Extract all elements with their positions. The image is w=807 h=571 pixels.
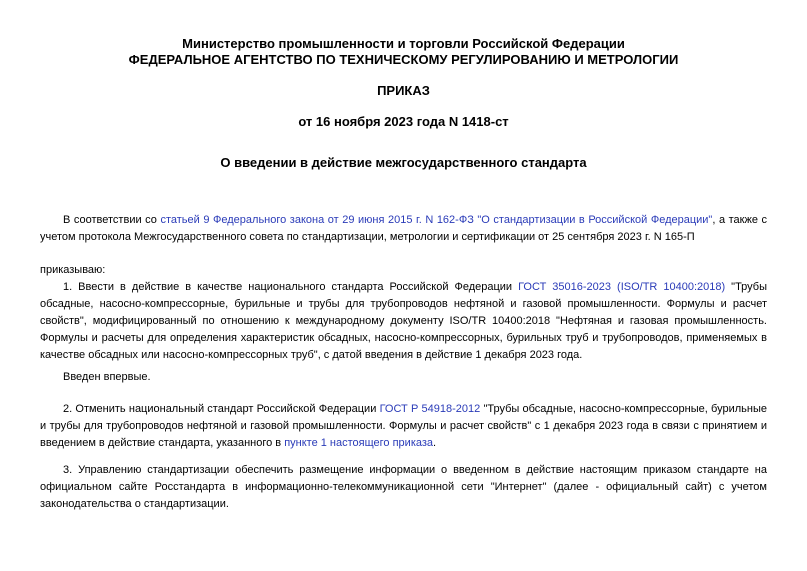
item-2-text-cont: "Трубы обсадные, насосно-компрессорные, бурильные и трубы для трубопроводов нефтяной и газовой промышленности. Формулы и расчет свойств" с 1 декабря 2023 года в связи с принятием и введением в действие стандарта, указанного в (40, 403, 767, 449)
preamble-text: В соответствии со (63, 214, 161, 226)
gost-r-54918-link[interactable]: ГОСТ Р 54918-2012 (379, 403, 481, 415)
document-title: О введении в действие межгосударственного стандарта (220, 155, 587, 170)
item-1-reference-link[interactable]: пункте 1 настоящего приказа (284, 437, 434, 449)
introduced-note-block (40, 369, 767, 386)
item-2-text: 2. Отменить национальный стандарт Российской Федерации (63, 403, 380, 415)
item-2-text-end: . (433, 437, 437, 449)
item-1-text-cont: "Трубы обсадные, насосно-компрессорные, бурильные и трубы для трубопроводов нефтяной и газовой промышленности. Формулы и расчет свойств", модифицированный по отношению к международному документу ISO/TR 10400:2018 "Нефтяная и газовая промышленность. Формулы и расчеты для определения характеристик обсадных, насосно-компрессорных, бурильных труб и трубопроводов, применяемых в качестве обсадных или насосно-компрессорных труб", с датой введения в действие 1 декабря 2023 года. (40, 281, 767, 361)
item-2-paragraph (40, 401, 767, 452)
federal-law-link[interactable]: статьей 9 Федерального закона от 29 июня 2015 г. N 162-ФЗ "О стандартизации в Российской Федерации" (160, 214, 713, 226)
ministry-name: Министерство промышленности и торговли Российской Федерации (182, 36, 625, 51)
item-3-paragraph: 3. Управлению стандартизации обеспечить размещение информации о введенном в действие настоящим приказом стандарте на официальном сайте Росстандарта в информационно-телекоммуникационной сети "Интернет" (далее - официальный сайт) с учетом законодательства о стандартизации. (40, 464, 767, 510)
order-section (40, 262, 767, 364)
order-word: приказываю: (40, 264, 106, 276)
preamble-text-cont: , а также с учетом протокола Межгосударственного совета по стандартизации, метрологии и сертификации от 25 сентября 2023 г. N 165-П (40, 214, 768, 243)
document-type: ПРИКАЗ (377, 83, 430, 98)
item-3-block (40, 462, 767, 513)
item-2-block (40, 401, 767, 452)
document-date-number: от 16 ноября 2023 года N 1418-ст (298, 114, 509, 129)
item-1-text: 1. Ввести в действие в качестве национального стандарта Российской Федерации (63, 281, 519, 293)
preamble-paragraph (40, 212, 767, 246)
gost-35016-link[interactable]: ГОСТ 35016-2023 (ISO/TR 10400:2018) (518, 281, 726, 293)
item-1-paragraph (40, 279, 767, 364)
introduced-note: Введен впервые. (63, 371, 151, 383)
agency-name: ФЕДЕРАЛЬНОЕ АГЕНТСТВО ПО ТЕХНИЧЕСКОМУ РЕГУЛИРОВАНИЮ И МЕТРОЛОГИИ (128, 52, 679, 67)
